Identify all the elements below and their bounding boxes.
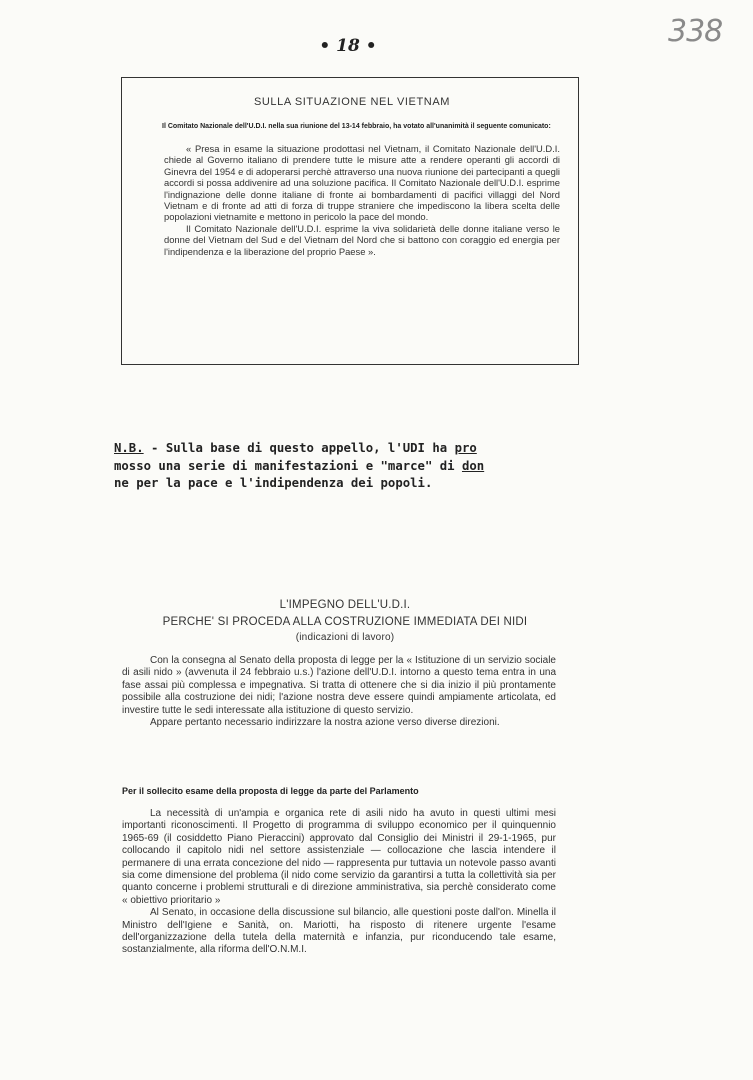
note-nb [114,440,614,493]
box-intro: Il Comitato Nazionale dell'U.D.I. nella sua riunione del 13-14 febbraio, ha votato all'unanimità il seguente comunicato: [162,123,551,130]
body-paragraph: Appare pertanto necessario indirizzare la nostra azione verso diverse direzioni. [150,717,500,729]
note-text: - Sulla base di questo appello, l'UDI ha [143,441,455,455]
section-body-2 [122,808,556,957]
vietnam-communique-box [121,77,579,365]
section-title-line: PERCHE' SI PROCEDA ALLA COSTRUZIONE IMMEDIATA DEI NIDI [162,615,528,628]
section-title-line: L'IMPEGNO DELL'U.D.I. [279,599,411,611]
body-paragraph: Al Senato, in occasione della discussione sul bilancio, alle questioni poste dall'on. Minella il Ministro dell'Igiene e Sanità, on. Mariotti, ha risposto di ritenere urgente l'esame dell'organizzazione della tutela della maternità e infanzia, pur riconducendo tale esame, sostanzialmente, alla riforma dell'O.N.M.I. [122,907,556,956]
body-paragraph: La necessità di un'ampia e organica rete di asili nido ha avuto in questi ultimi mesi importanti riconoscimenti. Il Progetto di programma di sviluppo economico per il quinquennio 1965-69 (il cosiddetto Piano Pieraccini) approvato dal Consiglio dei Ministri il 29-1-1965, pur collocando il capitolo nidi nel settore assistenziale — collocazione che lascia intendere il permanere di una errata concezione del nido — rappresenta pur tuttavia un notevole passo avanti sia come dimensione del problema (il nido come servizio da garantirsi a tutta la collettività sia per quanto concerne i problemi strutturali e di direzione amministrativa, sia perchè considerato come « obiettivo prioritario » [122,808,556,906]
note-lead: N.B. [114,441,144,455]
box-paragraph: « Presa in esame la situazione prodottasi nel Vietnam, il Comitato Nazionale dell'U.D.I. chiede al Governo italiano di prendere tutte le misure atte a rendere operanti gli accordi di Ginevra del 1954 e di adoperarsi perchè attraverso una nuova riunione dei partecipanti a quegli accordi si possa addivenire ad una soluzione pacifica. Il Comitato Nazionale dell'U.D.I. esprime l'indignazione delle donne italiane di fronte ai bombardamenti di pacifici villaggi del Nord Vietnam e di fronte ad atti di forza di truppe straniere che impediscono la libera scelta delle popolazioni vietnamite e mettono in pericolo la pace del mondo. [164,143,560,223]
note-text: mosso una serie di manifestazioni e "marce" di [114,458,462,473]
subheading: Per il sollecito esame della proposta di legge da parte del Parlamento [122,786,419,796]
archive-number: 338 [668,14,723,49]
note-text: don [461,458,485,473]
note-text: pro [454,441,477,455]
section-body [122,655,556,729]
page-number: • 18 • [319,36,377,56]
section-heading [110,597,580,647]
box-title: SULLA SITUAZIONE NEL VIETNAM [253,96,451,108]
box-paragraph: Il Comitato Nazionale dell'U.D.I. esprime la viva solidarietà delle donne italiane verso le donne del Vietnam del Sud e del Vietnam del Nord che si battono con coraggio ed energia per l'indipendenza e la liberazione del proprio Paese ». [164,222,560,257]
section-subtitle: (indicazioni di lavoro) [295,632,395,643]
body-paragraph: Con la consegna al Senato della proposta di legge per la « Istituzione di un servizio sociale di asili nido » (avvenuta il 24 febbraio u.s.) l'azione dell'U.D.I. intorno a questo tema entra in una fase assai più complessa e impegnativa. Si tratta di ottenere che si dia inizio il più prontamente possibile alla costruzione dei nidi; l'azione nostra deve essere quindi ampiamente articolata, ed investire tutte le sedi interessate alla istituzione di questo servizio. [122,655,556,716]
note-text: ne per la pace e l'indipendenza dei popoli. [114,476,433,490]
